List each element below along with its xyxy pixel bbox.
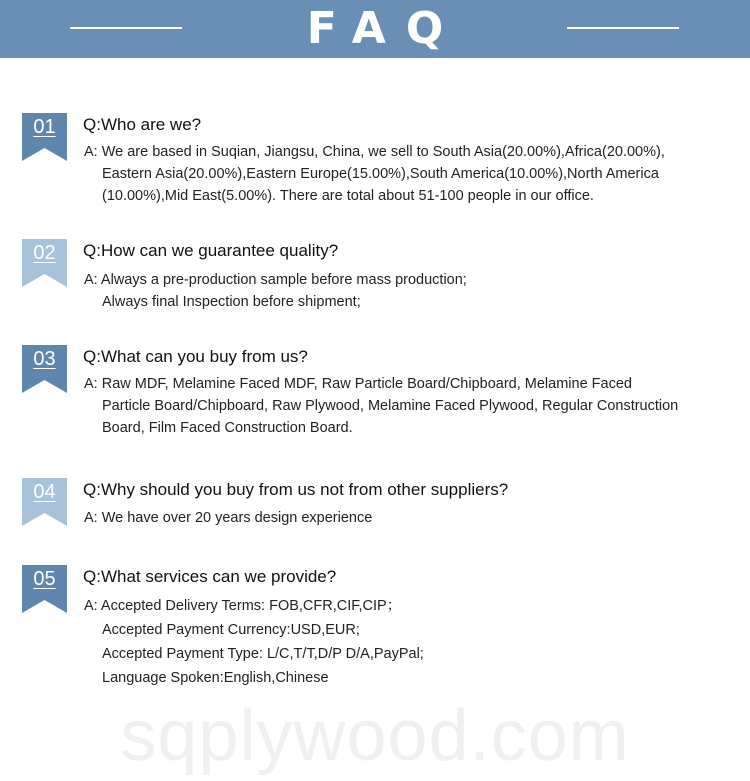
watermark-text: sqplywood.com: [120, 696, 630, 776]
answer-line: A: We are based in Suqian, Jiangsu, China, we sell to South Asia(20.00%),Africa(20.00%),: [84, 144, 665, 160]
number-badge: [22, 565, 67, 613]
answer-text: [84, 507, 744, 529]
badge-number: 02: [33, 242, 56, 264]
badge-number: 01: [33, 116, 56, 138]
number-badge: [22, 239, 67, 287]
answer-line: A: Always a pre-production sample before mass production;: [84, 272, 467, 288]
badge-number: 03: [33, 348, 56, 370]
answer-text: [84, 269, 744, 313]
question-text: Q:What services can we provide?: [83, 567, 337, 586]
answer-line: Always final Inspection before shipment;: [102, 294, 361, 310]
answer-text: [84, 594, 744, 690]
question-text: Q:How can we guarantee quality?: [83, 241, 339, 260]
answer-line: Language Spoken:English,Chinese: [102, 670, 329, 686]
number-badge: [22, 345, 67, 393]
question-text: Q:Who are we?: [83, 115, 202, 134]
number-badge: [22, 478, 67, 526]
badge-number: 05: [33, 568, 56, 590]
badge-number: 04: [33, 481, 56, 503]
faq-header-banner: [0, 0, 750, 58]
answer-line: Board, Film Faced Construction Board.: [102, 420, 353, 436]
answer-line: Accepted Payment Type: L/C,T/T,D/P D/A,PayPal;: [102, 646, 424, 662]
answer-line: A: Raw MDF, Melamine Faced MDF, Raw Particle Board/Chipboard, Melamine Faced: [84, 376, 632, 392]
answer-line: A: We have over 20 years design experience: [84, 510, 373, 526]
question-text: Q:What can you buy from us?: [83, 347, 308, 366]
header-right-rule: [567, 27, 679, 29]
answer-line: (10.00%),Mid East(5.00%). There are total about 51-100 people in our office.: [102, 188, 594, 204]
answer-line: Accepted Payment Currency:USD,EUR;: [102, 622, 360, 638]
answer-line: Particle Board/Chipboard, Raw Plywood, Melamine Faced Plywood, Regular Construction: [102, 398, 679, 414]
answer-line: Eastern Asia(20.00%),Eastern Europe(15.00%),South America(10.00%),North America: [102, 166, 659, 182]
page-title: FAQ: [306, 3, 464, 54]
answer-line: A: Accepted Delivery Terms: FOB,CFR,CIF,CIP；: [84, 598, 402, 614]
number-badge: [22, 113, 67, 161]
answer-text: [84, 373, 744, 439]
answer-text: [84, 141, 744, 207]
question-text: Q:Why should you buy from us not from other suppliers?: [83, 480, 509, 499]
